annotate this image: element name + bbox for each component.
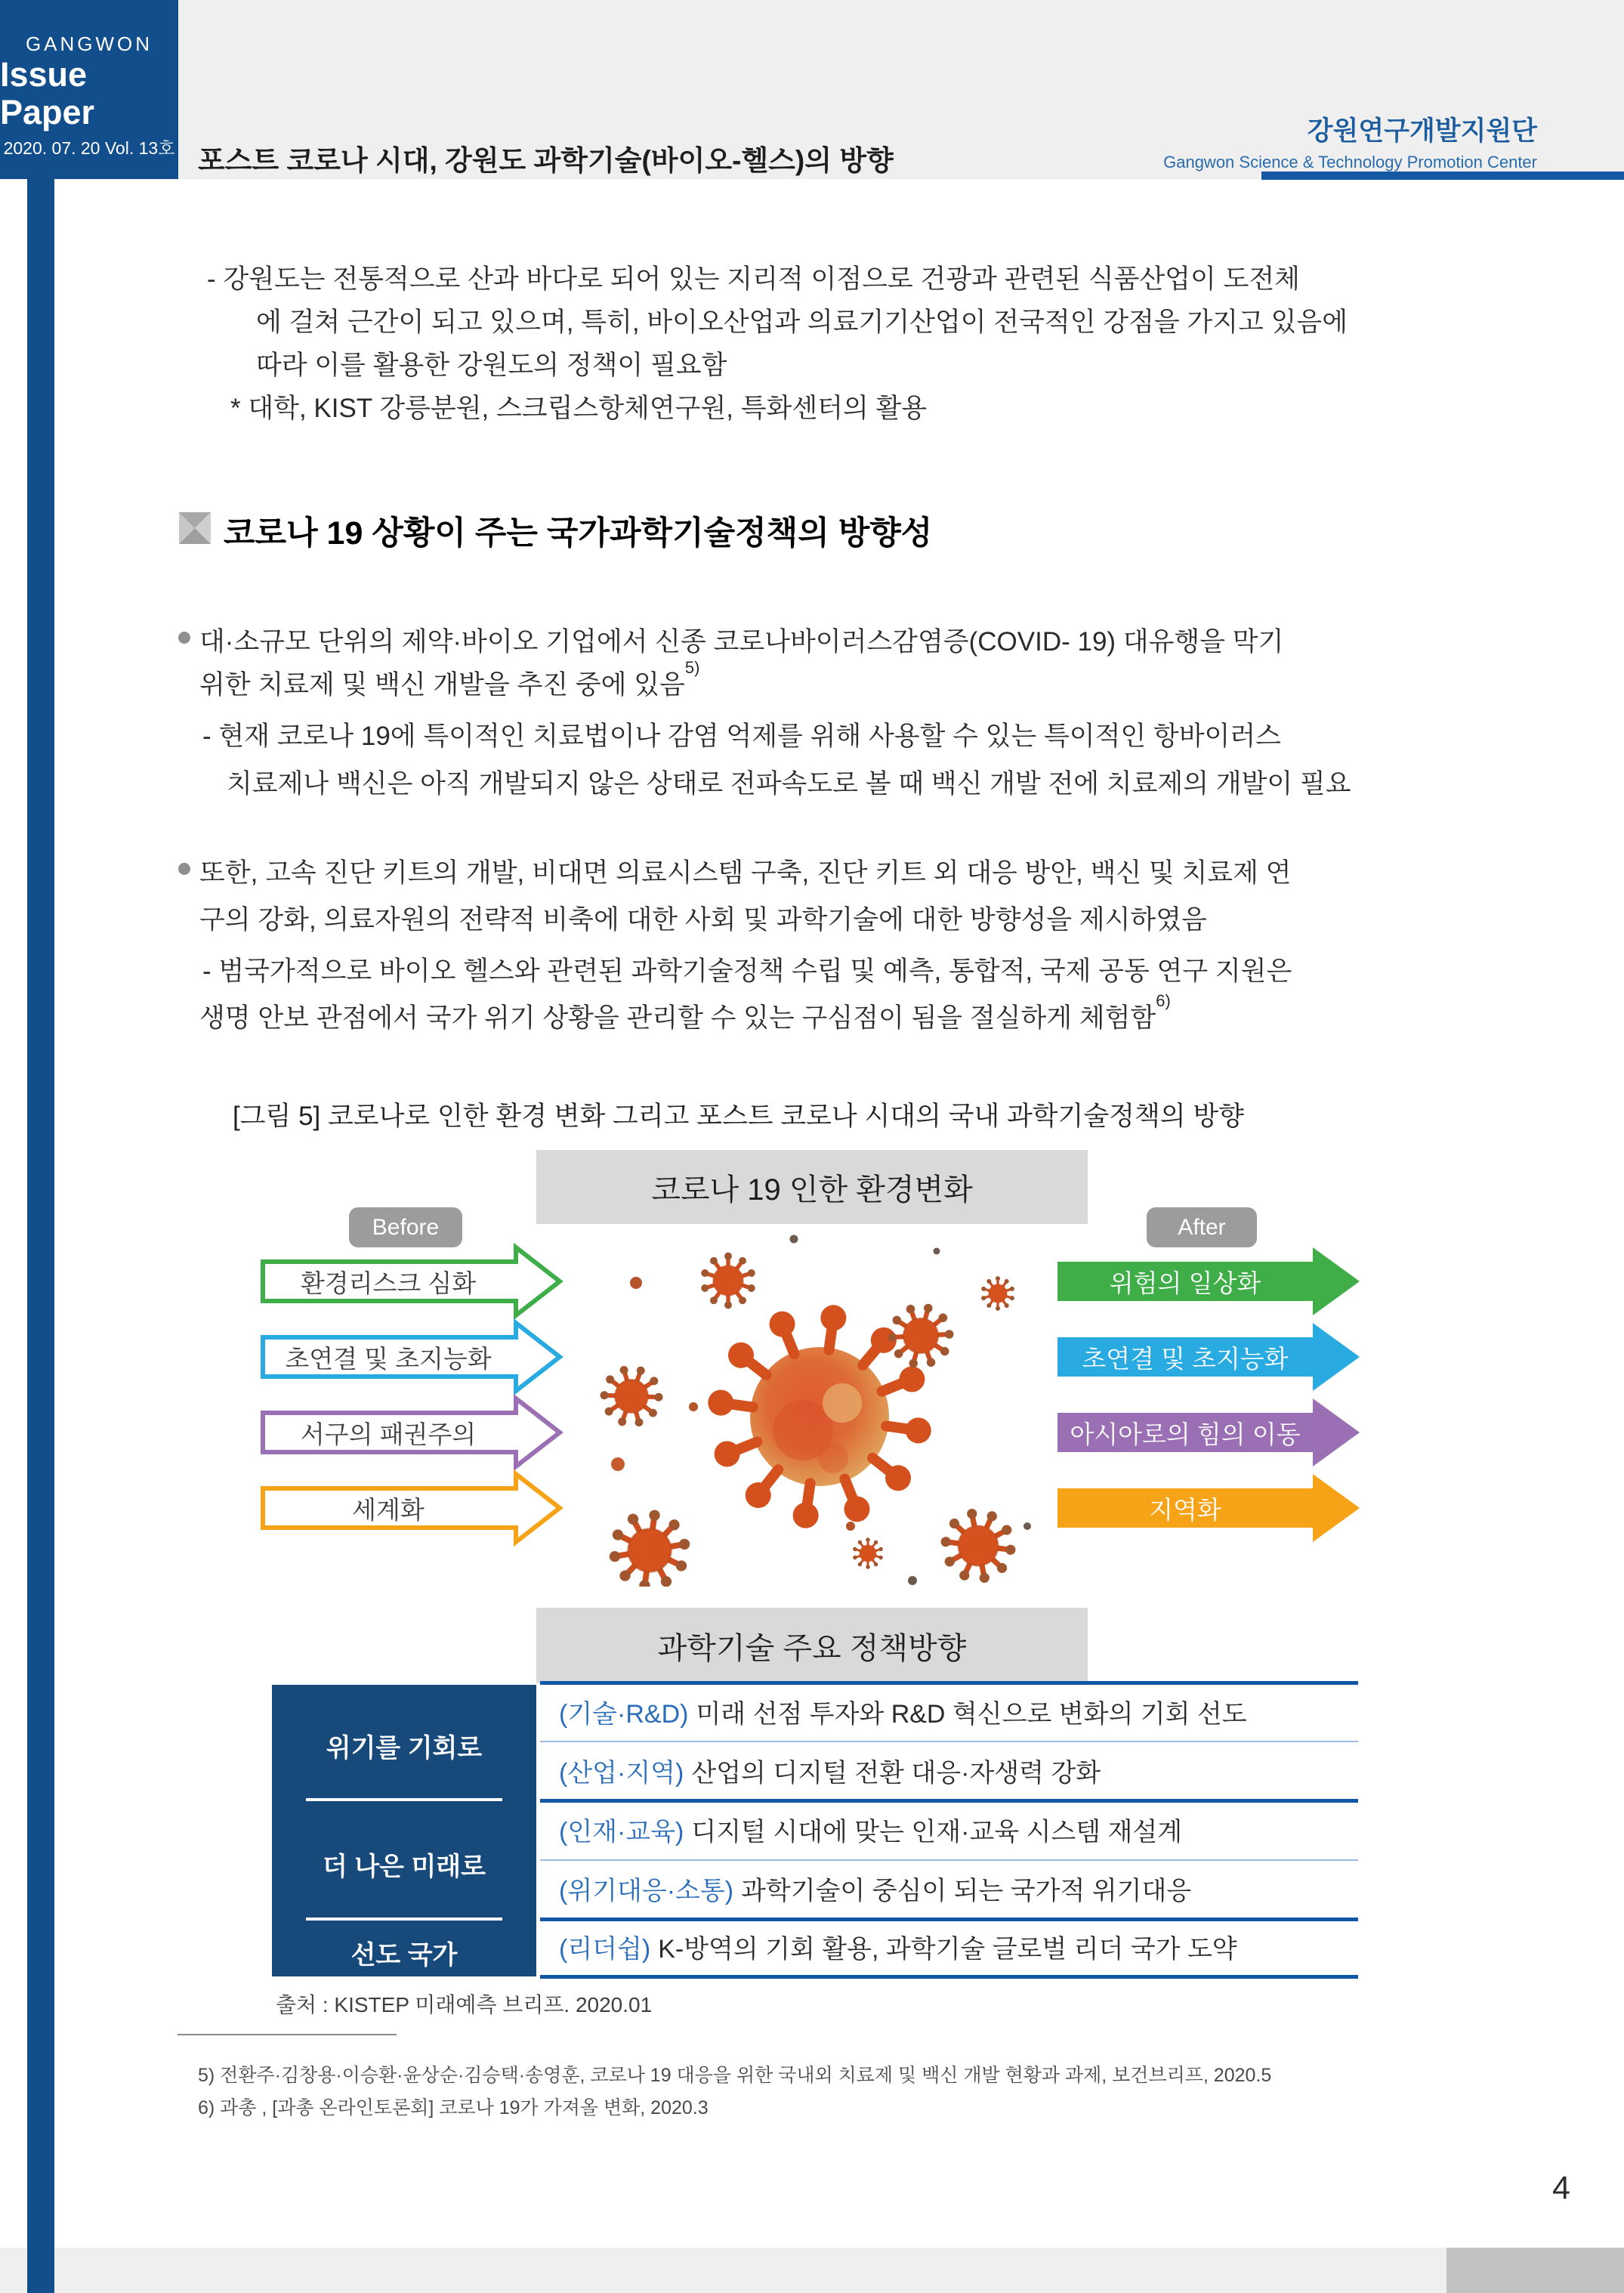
figure-source: 출처 : KISTEP 미래예측 브리프. 2020.01: [276, 1993, 653, 2016]
small-virus: [928, 1496, 1028, 1587]
table-row: [559, 1741, 1358, 1800]
small-virus: [881, 1296, 961, 1377]
row-text: 과학기술이 중심이 되는 국가적 위기대응: [741, 1877, 1192, 1905]
footer-band: [0, 2248, 1624, 2293]
small-virus: [604, 1504, 695, 1587]
organization-name-english: Gangwon Science & Technology Promotion Center: [1163, 153, 1537, 172]
table-row: [559, 1917, 1358, 1976]
small-virus: [852, 1537, 883, 1569]
virus-dot: [790, 1235, 798, 1244]
row-category: (기술·R&D): [559, 1700, 689, 1729]
paragraph-text: 생명 안보 관점에서 국가 위기 상황을 관리할 수 있는 구심점이 됨을 절실하게 체험함: [199, 1003, 1156, 1033]
before-arrow-2: [261, 1319, 563, 1395]
paragraph-text: 위한 치료제 및 백신 개발을 추진 중에 있음: [199, 670, 685, 700]
header-accent-bar: [1261, 172, 1624, 180]
row-category: (인재·교육): [559, 1818, 684, 1846]
before-label: Before: [349, 1207, 462, 1247]
before-arrow-label: 환경리스크 심화: [300, 1269, 477, 1297]
paragraph-line: 대·소규모 단위의 제약·바이오 기업에서 신종 코로나바이러스감염증(COVID- 19) 대유행을 막기: [199, 627, 1284, 657]
after-arrow-label: 아시아로의 힘의 이동: [1070, 1420, 1301, 1448]
footnote-ref-5: 5): [684, 658, 700, 678]
organization-name: 강원연구개발지원단: [1307, 116, 1537, 146]
paragraph-line: [199, 658, 700, 702]
table-row: [559, 1682, 1358, 1741]
paragraph-line: - 범국가적으로 바이오 헬스와 관련된 과학기술정책 수립 및 예측, 통합적, 국제 공동 연구 지원은: [202, 956, 1292, 986]
paragraph-line: 또한, 고속 진단 키트의 개발, 비대면 의료시스템 구축, 진단 키트 외 대응 방안, 백신 및 치료제 연: [199, 858, 1292, 888]
table-group-label: 더 나은 미래로: [323, 1853, 486, 1881]
bullet-dot-icon: [178, 632, 190, 644]
small-virus: [591, 1356, 672, 1436]
left-margin-stripe: [27, 0, 54, 2293]
paragraph-line: 에 걸쳐 근간이 되고 있으며, 특히, 바이오산업과 의료기기산업이 전국적인 강점을 가지고 있음에: [256, 307, 1348, 337]
paragraph-line: 치료제나 백신은 아직 개발되지 않은 상태로 전파속도로 볼 때 백신 개발 전에 치료제의 개발이 필요: [227, 769, 1351, 799]
virus-dot: [1023, 1522, 1031, 1530]
virus-dot: [934, 1248, 940, 1255]
after-arrow-3: [1057, 1395, 1360, 1470]
virus-dot: [908, 1576, 917, 1585]
paragraph-line: [199, 991, 1171, 1035]
document-title: 포스트 코로나 시대, 강원도 과학기술(바이오-헬스)의 방향: [198, 145, 894, 176]
after-arrow-2: [1057, 1319, 1360, 1395]
footnote-separator: [178, 2034, 397, 2035]
paragraph-line: * 대학, KIST 강릉분원, 스크립스항체연구원, 특화센터의 활용: [230, 394, 928, 423]
row-category: (위기대응·소통): [559, 1877, 734, 1905]
table-row: [559, 1800, 1358, 1859]
table-group-label: 선도 국가: [350, 1941, 458, 1970]
row-text: 미래 선점 투자와 R&D 혁신으로 변화의 기회 선도: [696, 1700, 1247, 1729]
before-arrow-label: 초연결 및 초지능화: [285, 1344, 492, 1373]
brand-logo-box: [0, 0, 178, 179]
after-arrow-4: [1057, 1470, 1360, 1546]
section-heading: 코로나 19 상황이 주는 국가과학기술정책의 방향성: [224, 515, 933, 552]
table-row: [559, 1859, 1358, 1918]
row-category: (리더쉽): [559, 1935, 651, 1964]
after-arrow-label: 지역화: [1149, 1495, 1221, 1524]
organization-block: [1163, 110, 1537, 172]
policy-title-box: 과학기술 주요 정책방향: [536, 1608, 1088, 1683]
table-group-label: 위기를 기회로: [326, 1734, 483, 1763]
footnote-ref-6: 6): [1156, 991, 1171, 1011]
footer-accent-block: [1446, 2248, 1624, 2293]
paragraph-line: 따라 이를 활용한 강원도의 정책이 필요함: [256, 351, 727, 380]
section-bullet-icon: [179, 512, 211, 544]
after-arrow-1: [1057, 1244, 1360, 1319]
before-arrow-1: [261, 1244, 563, 1319]
policy-table-left-column: [272, 1685, 536, 1976]
paragraph-line: - 강원도는 전통적으로 산과 바다로 되어 있는 지리적 이점으로 건광과 관련된 식품산업이 도전체: [207, 264, 1300, 294]
paragraph-line: - 현재 코로나 19에 특이적인 치료법이나 감염 억제를 위해 사용할 수 있는 특이적인 항바이러스: [202, 722, 1281, 751]
row-category: (산업·지역): [559, 1759, 684, 1788]
brand-issue-date: 2020. 07. 20 Vol. 13호: [3, 138, 175, 158]
row-text: 디지털 시대에 맞는 인재·교육 시스템 재설계: [691, 1818, 1183, 1846]
table-group-divider: [306, 1798, 502, 1801]
figure-env-title-box: 코로나 19 인한 환경변화: [536, 1150, 1088, 1224]
footnote-5: 5) 전환주·김창용·이승환·윤상순·김승택·송영훈, 코로나 19 대응을 위한 국내외 치료제 및 백신 개발 현황과 과제, 보건브리프, 2020.5: [198, 2065, 1272, 2086]
before-arrow-3: [261, 1395, 563, 1470]
footnote-6: 6) 과총 , [과총 온라인토론회] 코로나 19가 가져올 변화, 2020.3: [198, 2097, 709, 2118]
small-virus: [700, 1253, 756, 1309]
table-group-divider: [306, 1918, 502, 1921]
before-arrow-label: 서구의 패권주의: [300, 1420, 477, 1448]
bullet-dot-icon: [178, 863, 190, 875]
row-text: 산업의 디지털 전환 대응·자생력 강화: [691, 1759, 1101, 1788]
brand-region: GANGWON: [25, 32, 153, 55]
virus-dot: [846, 1522, 855, 1531]
figure-caption: [그림 5] 코로나로 인한 환경 변화 그리고 포스트 코로나 시대의 국내 과학기술정책의 방향: [233, 1102, 1244, 1131]
page-number: 4: [1552, 2170, 1570, 2206]
row-text: K-방역의 기회 활용, 과학기술 글로벌 리더 국가 도약: [658, 1935, 1237, 1964]
after-label: After: [1147, 1207, 1257, 1247]
virus-dot: [689, 1402, 698, 1411]
brand-title: Issue Paper: [0, 55, 95, 131]
small-virus: [980, 1276, 1014, 1311]
coronavirus-illustration: [582, 1209, 1050, 1587]
after-arrow-label: 위험의 일상화: [1109, 1269, 1261, 1297]
before-arrow-4: [261, 1470, 563, 1546]
paragraph-line: 구의 강화, 의료자원의 전략적 비축에 대한 사회 및 과학기술에 대한 방향성을 제시하였음: [199, 905, 1207, 935]
after-arrow-label: 초연결 및 초지능화: [1082, 1344, 1289, 1373]
virus-dot: [611, 1457, 625, 1471]
virus-dot: [630, 1277, 642, 1289]
before-arrow-label: 세계화: [352, 1495, 425, 1524]
